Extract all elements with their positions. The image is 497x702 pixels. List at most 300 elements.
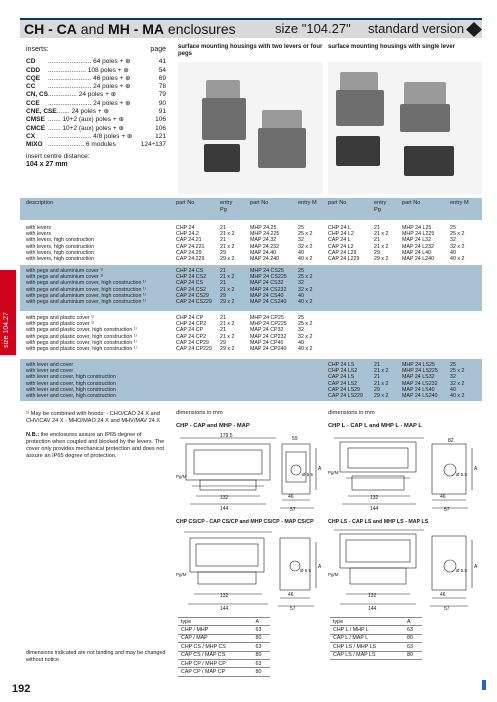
header-entry-4: entry M	[450, 200, 469, 206]
header-entry-3: entry Pg	[374, 200, 387, 213]
table-cell: MAP 24.240	[250, 256, 280, 262]
insert-page: 106	[155, 124, 166, 132]
table-block	[20, 265, 482, 311]
table-cell: 32 x 2	[298, 333, 313, 340]
table-cell: MAP 24 LS40	[402, 386, 435, 393]
table-cell: CAP 24 L29	[328, 249, 357, 256]
table-cell: 21 x 2	[220, 243, 235, 250]
side-tab-label: size 104.27	[3, 312, 10, 348]
version-label: standard version	[368, 21, 465, 36]
table-cell: 40	[450, 249, 456, 256]
table-cell: MAP 24 L240	[402, 256, 435, 262]
table-cell: CAP 24 LS2	[328, 380, 358, 387]
insert-name: CQE	[26, 74, 41, 82]
table-cell: 29	[220, 339, 226, 346]
centre-value: 104 x 27 mm	[26, 161, 68, 168]
centre-distance	[26, 153, 90, 169]
dim-144-2: 144	[370, 506, 379, 512]
table-cell: MAP 24 CP232	[250, 333, 287, 340]
table-cell: 32 x 2	[298, 286, 313, 293]
type-name: CHP CP / MHP CP	[178, 659, 253, 667]
table-cell: CHP 24 L2	[328, 231, 354, 238]
dim-57-2: 57	[444, 507, 450, 512]
table-cell: 40 x 2	[298, 256, 313, 262]
type-name: CAP CP / MAP CP	[178, 668, 253, 676]
size-side-tab	[0, 270, 16, 355]
table-cell: CHP 24 CP2	[176, 321, 207, 328]
table-cell: 21 x 2	[220, 321, 235, 328]
a-header: A	[404, 618, 422, 626]
dim-82: 82	[448, 438, 454, 444]
table-cell: with pegs and aluminium cover ¹⁾	[26, 268, 104, 274]
header-partno-4: part No	[402, 200, 421, 206]
product-photo-left	[178, 62, 323, 194]
insert-page: 79	[158, 91, 166, 99]
table-cell: with lever and cover, high construction	[26, 393, 116, 399]
type-row	[330, 634, 422, 642]
table-cell: MHP 24 CS225	[250, 274, 287, 281]
table-cell: 21 x 2	[220, 286, 235, 293]
table-cell: MAP 24 CS40	[250, 292, 284, 299]
type-a-value: 80	[404, 634, 422, 642]
table-cell: CAP 24 L2	[328, 243, 354, 250]
table-cell: 29 x 2	[220, 299, 235, 305]
inserts-list	[26, 46, 166, 150]
dim-55-2: Ø 5.5	[456, 472, 468, 477]
insert-page: 41	[158, 58, 166, 66]
photo-title-right: surface mounting housings with single lever	[328, 44, 456, 50]
dim-46-4: 46	[440, 592, 446, 598]
type-row	[178, 668, 270, 676]
insert-poles: ................ 24 poles + ⊕	[48, 91, 117, 99]
insert-page: 121	[155, 132, 166, 140]
dim-pgm-1: Pg/M	[176, 474, 187, 479]
table-cell: 21	[220, 280, 226, 287]
table-cell: MAP 24 CP40	[250, 339, 284, 346]
table-cell: with levers, high construction	[26, 243, 95, 250]
table-cell: 21 x 2	[374, 231, 389, 238]
header-partno-3: part No	[328, 200, 347, 206]
table-cell: 29	[220, 249, 226, 256]
insert-row	[26, 58, 166, 66]
dim-pgm-2: Pg/M	[328, 470, 339, 475]
type-name: CAP L / MAP L	[330, 634, 404, 642]
insert-poles: ........................ 24 poles + ⊕	[48, 99, 131, 107]
insert-page: 106	[155, 116, 166, 124]
table-cell: with levers	[26, 231, 52, 238]
dim-title-left-top: CHP - CAP and MHP - MAP	[176, 423, 250, 429]
table-cell: 40 x 2	[298, 346, 313, 352]
a-header: A	[253, 618, 270, 626]
dim-132-4: 132	[368, 593, 377, 599]
table-cell: 25 x 2	[298, 274, 313, 281]
insert-poles: ..................... 108 poles + ⊕	[48, 66, 129, 74]
table-cell: 21 x 2	[374, 380, 389, 387]
table-cell: with pegs and plastic cover, high construction ¹⁾	[26, 333, 137, 340]
dim-144-3: 144	[220, 606, 229, 612]
table-cell: 40	[298, 339, 304, 346]
table-cell: 29 x 2	[220, 346, 235, 352]
insert-name: CCE	[26, 99, 40, 107]
table-cell: CAP 24 CP229	[176, 346, 212, 352]
insert-name: CMSE	[26, 116, 45, 124]
table-cell: CHP 24 LS	[328, 362, 355, 368]
table-cell: with lever and cover	[26, 368, 74, 375]
table-cell: CAP 24 CP2	[176, 333, 206, 340]
table-cell: 32 x 2	[450, 243, 465, 250]
type-row	[178, 651, 270, 659]
table-cell: 21	[374, 374, 380, 381]
page-title: CH - CA and MH - MA enclosures	[24, 21, 236, 37]
table-cell: 40	[450, 386, 456, 393]
type-a-value: 80	[253, 651, 270, 659]
table-cell: CHP 24	[176, 225, 195, 231]
table-cell: CAP 24 L229	[328, 256, 360, 262]
table-cell: with levers, high construction	[26, 256, 95, 262]
table-cell: MAP 24 CS240	[250, 299, 287, 305]
table-cell: 32	[298, 327, 304, 334]
dim-title-left-bottom: CHP CS/CP - CAP CS/CP and MHP CS/CP - MAP CS/CP	[176, 519, 314, 525]
insert-poles: ........................ 4/8 poles + ⊕	[48, 132, 133, 140]
insert-page: 78	[158, 83, 166, 91]
insert-row	[26, 116, 166, 124]
insert-row	[26, 100, 166, 108]
table-cell: MAP 24 L232	[402, 243, 435, 250]
table-cell: 40	[298, 292, 304, 299]
table-cell: 29 x 2	[374, 393, 389, 399]
type-row	[178, 643, 270, 651]
table-cell: MHP 24.225	[250, 231, 280, 238]
insert-poles: ....... 10+2 (aux) poles + ⊕	[48, 124, 124, 132]
table-cell: CAP 24.221	[176, 243, 205, 250]
table-cell: 40 x 2	[298, 299, 313, 305]
table-cell: CAP 24 CS	[176, 280, 203, 287]
type-row	[178, 659, 270, 667]
table-cell: with pegs and aluminium cover, high construction ¹⁾	[26, 299, 146, 305]
dim-heading-left: dimensions in mm	[176, 410, 223, 416]
table-cell: 29 x 2	[374, 256, 389, 262]
type-row	[330, 643, 422, 651]
insert-row	[26, 141, 166, 149]
table-header	[20, 198, 482, 220]
insert-poles: ....... 10+2 (aux) poles + ⊕	[48, 116, 124, 124]
insert-page: 91	[158, 108, 166, 116]
table-cell: 25	[450, 225, 456, 231]
table-cell: MHP 24 L225	[402, 231, 435, 238]
table-cell: 21 x 2	[220, 333, 235, 340]
table-cell: with pegs and aluminium cover, high construction ¹⁾	[26, 286, 146, 293]
type-a-value: 63	[253, 659, 270, 667]
type-a-value: 80	[253, 668, 270, 676]
table-cell: 21	[220, 327, 226, 334]
header-partno-2: part No	[250, 200, 269, 206]
table-cell: MAP 24 CP32	[250, 327, 284, 334]
table-cell: 32 x 2	[450, 380, 465, 387]
table-cell: with pegs and plastic cover ¹⁾	[26, 315, 95, 321]
insert-name: CN, CS	[26, 91, 49, 99]
type-a-value: 80	[253, 634, 270, 642]
table-cell: 21 x 2	[374, 368, 389, 375]
drawing-chp-cs-cp	[176, 526, 326, 612]
table-cell: CAP 24.29	[176, 249, 202, 256]
table-cell: 32	[450, 374, 456, 381]
insert-name: CNE, CSE	[26, 108, 57, 116]
table-cell: 21	[374, 237, 380, 244]
table-cell: with pegs and aluminium cover, high construction ¹⁾	[26, 292, 146, 299]
photo-title-left: surface mounting housings with two levers or four pegs	[178, 44, 323, 57]
table-cell: MAP 24 CS32	[250, 280, 284, 287]
table-cell: 21	[220, 268, 226, 274]
dim-a-2: A	[474, 466, 478, 472]
table-cell: 32	[450, 237, 456, 244]
type-a-value: 63	[253, 643, 270, 651]
table-cell: MHP 24 L25	[402, 225, 432, 231]
table-cell: with levers	[26, 225, 52, 231]
nb-note: N.B.: the enclosures assure an IP65 degree of protection when coupled and blocked by the levers. The cover only provides mechanical protection and does not assure an IP65 degree of protection.	[26, 431, 165, 460]
dim-59: 59	[292, 436, 298, 442]
dim-132-2: 132	[370, 495, 379, 501]
table-cell: MAP 24 CS232	[250, 286, 287, 293]
table-cell: MAP 24 LS240	[402, 393, 438, 399]
table-cell: MAP 24 L40	[402, 249, 432, 256]
dim-a-3: A	[318, 564, 322, 570]
table-cell: MHP 24 LS225	[402, 368, 438, 375]
insert-page: 90	[158, 99, 166, 107]
insert-page: 124÷137	[140, 141, 166, 149]
footnote: dimensions indicated are not binding and may be changed without notice	[26, 650, 166, 663]
drawing-chp-cap	[176, 430, 326, 512]
insert-row	[26, 91, 166, 99]
insert-name: MIXO	[26, 141, 43, 149]
dim-57-4: 57	[444, 606, 450, 612]
type-row	[178, 634, 270, 642]
table-cell: CAP 24 CP	[176, 327, 203, 334]
table-block	[20, 312, 482, 358]
table-cell: 25 x 2	[450, 231, 465, 238]
type-name: CHP LS / MHP LS	[330, 643, 404, 651]
table-cell: MHP 24 CP225	[250, 321, 287, 328]
table-cell: MHP 24.25	[250, 225, 277, 231]
table-cell: 29	[220, 292, 226, 299]
type-name: CAP LS / MAP LS	[330, 651, 404, 659]
table-cell: CAP 24.229	[176, 256, 205, 262]
page-header	[20, 18, 482, 38]
table-cell: CAP 24 LS	[328, 374, 355, 381]
type-table-right	[330, 617, 422, 660]
dim-55-4: Ø 5.5	[456, 568, 468, 573]
centre-label: insert centre distance:	[26, 153, 90, 160]
hood-note: ¹⁾ May be combined with hoods: - CHO/CAO 24 X and CHV/CAV 24 X - MHO/MAO 24 X and MHV/MAV 24 X	[26, 411, 161, 425]
insert-poles: .................... 6 modules	[48, 141, 116, 149]
table-cell: 21	[374, 225, 380, 231]
table-cell: 32	[298, 237, 304, 244]
type-row	[330, 626, 422, 634]
table-cell: 21	[220, 225, 226, 231]
table-cell: CAP 24 CS29	[176, 292, 209, 299]
table-cell: 25	[450, 362, 456, 368]
dim-132-1: 132	[220, 495, 229, 501]
table-cell: with pegs and plastic cover, high construction ¹⁾	[26, 346, 137, 352]
table-cell: 21	[374, 362, 380, 368]
dim-144-1: 144	[220, 506, 229, 512]
table-cell: MAP 24.32	[250, 237, 277, 244]
dim-title-right-top: CHP L - CAP L and MHP L - MAP L	[328, 423, 422, 429]
table-cell: CHP 24 LS2	[328, 368, 358, 375]
table-cell: 21 x 2	[374, 243, 389, 250]
table-cell: with pegs and plastic cover ¹⁾	[26, 321, 95, 328]
insert-name: CC	[26, 83, 36, 91]
table-cell: MAP 24 LS32	[402, 374, 435, 381]
insert-poles: ........................ 24 poles + ⊕	[48, 83, 131, 91]
insert-poles: ........................ 46 poles + ⊕	[48, 74, 131, 82]
table-cell: with pegs and aluminium cover, high construction ¹⁾	[26, 280, 146, 287]
table-cell: with pegs and aluminium cover ¹⁾	[26, 274, 104, 281]
table-cell: with lever and cover, high construction	[26, 374, 116, 381]
table-cell: with levers, high construction	[26, 249, 95, 256]
table-cell: with lever and cover	[26, 362, 74, 368]
table-cell: CAP 24 CP29	[176, 339, 209, 346]
type-a-value: 63	[404, 626, 422, 634]
dim-179-5: 179.5	[220, 433, 233, 439]
header-entry-2: entry M	[298, 200, 317, 206]
page-number: 192	[12, 683, 31, 695]
table-cell: 40 x 2	[450, 256, 465, 262]
table-cell: 40	[298, 249, 304, 256]
table-cell: 21 x 2	[220, 274, 235, 281]
table-cell: 25	[298, 315, 304, 321]
dim-46-3: 46	[288, 592, 294, 598]
table-cell: MAP 24 CP240	[250, 346, 287, 352]
dim-57-1: 57	[290, 507, 296, 512]
insert-row	[26, 83, 166, 91]
drawing-chp-l	[328, 430, 482, 512]
table-cell: 32	[298, 280, 304, 287]
dim-132-3: 132	[220, 593, 229, 599]
dim-55-1: Ø 5.5	[302, 472, 314, 477]
table-cell: CHP 24.2	[176, 231, 199, 238]
table-cell: MAP 24.40	[250, 249, 277, 256]
table-cell: CHP 24 L	[328, 225, 351, 231]
dim-46-1: 46	[288, 494, 294, 500]
type-header: type	[178, 618, 253, 626]
table-cell: CAP 24 CS229	[176, 299, 212, 305]
table-block	[20, 359, 482, 401]
drawing-chp-ls	[328, 526, 482, 612]
page-label: page	[150, 46, 166, 53]
table-cell: with levers, high construction	[26, 237, 95, 244]
table-cell: MAP 24 L32	[402, 237, 432, 244]
table-cell: MHP 24 LS25	[402, 362, 435, 368]
type-a-value: 80	[404, 651, 422, 659]
table-cell: MHP 24 CS25	[250, 268, 284, 274]
table-cell: MHP 24 CP25	[250, 315, 284, 321]
dim-pgm-3: Pg/M	[176, 572, 187, 577]
table-cell: 25	[298, 225, 304, 231]
brand-logo-icon	[466, 22, 482, 37]
insert-row	[26, 67, 166, 75]
notes	[26, 411, 166, 467]
table-cell: 21	[220, 237, 226, 244]
insert-page: 54	[158, 66, 166, 74]
page-corner-mark	[482, 680, 486, 690]
type-a-value: 63	[253, 626, 270, 634]
table-cell: 25 x 2	[450, 368, 465, 375]
table-cell: CHP 24 CS2	[176, 274, 207, 281]
insert-name: CX	[26, 132, 36, 140]
table-block	[20, 222, 482, 264]
table-cell: 21 x 2	[220, 231, 235, 238]
type-header: type	[330, 618, 404, 626]
table-cell: CAP 24 CS2	[176, 286, 206, 293]
size-label: size "104.27"	[275, 21, 351, 36]
table-cell: with pegs and plastic cover, high construction ¹⁾	[26, 327, 137, 334]
table-cell: CHP 24 CS	[176, 268, 204, 274]
insert-row	[26, 108, 166, 116]
table-cell: with pegs and plastic cover, high construction ¹⁾	[26, 339, 137, 346]
inserts-label: inserts:	[26, 46, 49, 53]
dim-46-2: 46	[440, 494, 446, 500]
insert-name: CDD	[26, 66, 41, 74]
table-cell: CAP 24 LS29	[328, 386, 361, 393]
dim-heading-right: dimensions in mm	[328, 410, 375, 416]
table-cell: CAP 24 LS229	[328, 393, 363, 399]
table-cell: 29	[374, 386, 380, 393]
type-row	[178, 626, 270, 634]
table-cell: 40 x 2	[450, 393, 465, 399]
type-name: CHP CS / MHP CS	[178, 643, 253, 651]
type-name: CHP L / MHP L	[330, 626, 404, 634]
insert-page: 69	[158, 74, 166, 82]
dim-55-3: Ø 5.5	[300, 568, 312, 573]
insert-name: CMCE	[26, 124, 46, 132]
dim-title-right-bottom: CHP LS - CAP LS and MHP LS - MAP LS	[328, 519, 429, 525]
dim-pgm-4: Pg/M	[328, 572, 339, 577]
type-name: CAP / MAP	[178, 634, 253, 642]
header-partno-1: part No	[176, 200, 195, 206]
table-cell: with lever and cover, high construction	[26, 386, 116, 393]
dim-a-1: A	[318, 466, 322, 472]
type-name: CHP / MHP	[178, 626, 253, 634]
insert-name: CD	[26, 58, 36, 66]
table-cell: 25 x 2	[298, 321, 313, 328]
type-row	[330, 651, 422, 659]
dim-144-4: 144	[368, 606, 377, 612]
insert-poles: ............ 24 poles + ⊕	[48, 108, 109, 116]
insert-row	[26, 125, 166, 133]
dim-a-4: A	[474, 564, 478, 570]
type-a-value: 63	[404, 643, 422, 651]
header-entry-1: entry Pg	[220, 200, 233, 213]
table-cell: MAP 24 LS232	[402, 380, 438, 387]
product-photo-right	[328, 62, 482, 194]
table-cell: CAP 24 L	[328, 237, 351, 244]
header-description: description	[26, 200, 54, 206]
table-cell: CHP 24 CP	[176, 315, 204, 321]
table-cell: with lever and cover, high construction	[26, 380, 116, 387]
table-cell: CAP 24.21	[176, 237, 202, 244]
table-cell: 25	[298, 268, 304, 274]
table-cell: 29 x 2	[220, 256, 235, 262]
table-cell: MAP 24.232	[250, 243, 280, 250]
insert-row	[26, 133, 166, 141]
dim-57-3: 57	[290, 606, 296, 612]
table-cell: 25 x 2	[298, 231, 313, 238]
type-name: CAP CS / MAP CS	[178, 651, 253, 659]
type-table-left	[178, 617, 270, 677]
table-cell: 29	[374, 249, 380, 256]
table-cell: 21	[220, 315, 226, 321]
insert-poles: ........................ 64 poles + ⊕	[48, 58, 131, 66]
